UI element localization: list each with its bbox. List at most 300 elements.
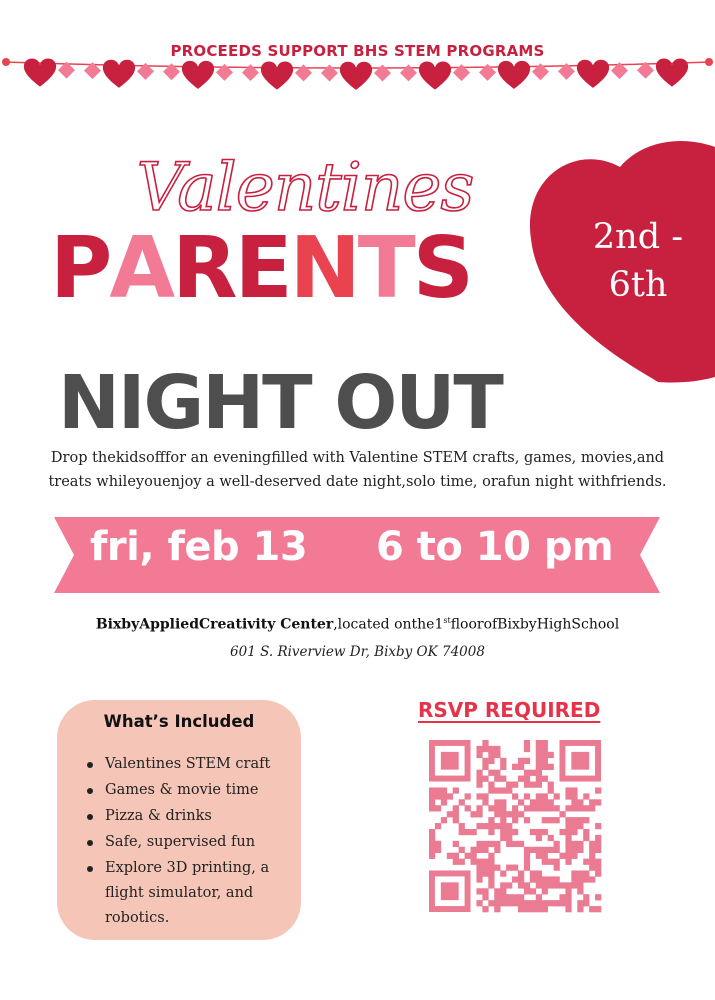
- qr-module: [524, 865, 530, 871]
- qr-module: [429, 799, 435, 805]
- qr-module: [583, 835, 589, 841]
- qr-module: [488, 882, 494, 888]
- qr-module: [500, 900, 506, 906]
- qr-module: [536, 894, 542, 900]
- qr-module: [476, 847, 482, 853]
- qr-module: [577, 900, 583, 906]
- included-list: [57, 752, 301, 932]
- qr-module: [441, 817, 447, 823]
- qr-module: [453, 859, 459, 865]
- qr-module: [441, 752, 459, 770]
- qr-module: [577, 847, 583, 853]
- qr-module: [554, 859, 560, 865]
- qr-module: [476, 776, 482, 782]
- qr-module: [530, 876, 536, 882]
- description-line-1: Drop thekidsofffor an eveningfilled with Valentine STEM crafts, games, movies,and: [50, 450, 665, 466]
- qr-module: [488, 865, 494, 871]
- venue-located-pre: ,located onthe1: [333, 616, 444, 633]
- qr-module: [548, 787, 554, 793]
- qr-module: [571, 799, 577, 805]
- qr-module: [429, 787, 435, 793]
- qr-module: [453, 853, 459, 859]
- included-item: Safe, supervised fun: [57, 830, 301, 855]
- qr-module: [476, 752, 482, 758]
- qr-module: [565, 853, 571, 859]
- qr-module: [559, 900, 565, 906]
- qr-module: [459, 829, 465, 835]
- qr-module: [542, 847, 548, 853]
- qr-module: [577, 817, 583, 823]
- qr-module: [429, 835, 435, 841]
- qr-module: [571, 817, 577, 823]
- qr-module: [530, 888, 536, 894]
- qr-module: [536, 793, 542, 799]
- qr-module: [524, 882, 530, 888]
- valentines-script-text: Valentines: [136, 149, 474, 226]
- qr-module: [435, 823, 441, 829]
- qr-module: [500, 805, 506, 811]
- venue-name: BixbyAppliedCreativity Center: [95, 616, 334, 633]
- qr-module: [500, 894, 506, 900]
- qr-module: [559, 894, 565, 900]
- qr-module: [554, 900, 560, 906]
- venue-superscript: st: [443, 616, 451, 625]
- qr-module: [583, 876, 589, 882]
- qr-module: [589, 799, 595, 805]
- qr-module: [506, 835, 512, 841]
- qr-module: [500, 764, 506, 770]
- qr-module: [494, 894, 500, 900]
- included-title: What’s Included: [103, 712, 255, 731]
- included-item: Pizza & drinks: [57, 804, 301, 829]
- qr-module: [471, 811, 477, 817]
- qr-module: [488, 829, 494, 835]
- qr-module: [494, 900, 500, 906]
- qr-module: [488, 900, 494, 906]
- qr-module: [595, 787, 601, 793]
- qr-module: [465, 853, 471, 859]
- qr-module: [488, 817, 494, 823]
- qr-module: [536, 853, 542, 859]
- qr-module: [482, 776, 488, 782]
- qr-module: [536, 876, 542, 882]
- qr-module: [536, 870, 542, 876]
- qr-module: [583, 900, 589, 906]
- qr-module: [435, 793, 441, 799]
- qr-module: [583, 805, 589, 811]
- qr-module: [571, 870, 577, 876]
- qr-module: [542, 805, 548, 811]
- qr-module: [518, 758, 524, 764]
- garland-heart: [261, 62, 293, 90]
- qr-module: [482, 906, 488, 912]
- qr-module: [554, 847, 560, 853]
- qr-module: [554, 841, 560, 847]
- qr-module: [536, 882, 542, 888]
- qr-module: [494, 805, 500, 811]
- qr-module: [559, 811, 565, 817]
- qr-module: [542, 882, 548, 888]
- qr-module: [500, 870, 506, 876]
- event-date: fri, feb 13: [90, 524, 308, 570]
- qr-module: [583, 859, 589, 865]
- proceeds-text: PROCEEDS SUPPORT BHS STEM PROGRAMS: [170, 42, 545, 60]
- qr-module: [536, 782, 542, 788]
- qr-module: [542, 752, 548, 758]
- qr-module: [530, 782, 536, 788]
- qr-module: [482, 764, 488, 770]
- qr-module: [565, 900, 571, 906]
- qr-module: [459, 799, 465, 805]
- qr-module: [476, 746, 482, 752]
- qr-module: [500, 888, 506, 894]
- qr-module: [524, 853, 530, 859]
- qr-module: [565, 793, 571, 799]
- qr-module: [476, 793, 482, 799]
- qr-module: [506, 841, 512, 847]
- qr-module: [512, 876, 518, 882]
- qr-module: [488, 752, 494, 758]
- qr-module: [488, 853, 494, 859]
- garland-heart: [419, 62, 451, 90]
- parents-letter-p: P: [50, 219, 110, 318]
- qr-module: [494, 746, 500, 752]
- qr-module: [518, 811, 524, 817]
- qr-module: [530, 906, 536, 912]
- venue-located-post: floorofBixbyHighSchool: [450, 616, 620, 633]
- qr-module: [488, 787, 494, 793]
- qr-module: [565, 894, 571, 900]
- qr-module: [482, 740, 488, 746]
- garland-diamond: [400, 64, 417, 81]
- qr-module: [459, 823, 465, 829]
- qr-module: [542, 888, 548, 894]
- qr-module: [435, 787, 441, 793]
- qr-module: [453, 841, 459, 847]
- qr-module: [565, 787, 571, 793]
- qr-module: [512, 793, 518, 799]
- qr-module: [589, 865, 595, 871]
- qr-module: [559, 882, 565, 888]
- qr-module: [488, 823, 494, 829]
- qr-module: [536, 829, 542, 835]
- qr-module: [577, 876, 583, 882]
- qr-module: [542, 906, 548, 912]
- qr-module: [536, 900, 542, 906]
- qr-module: [548, 900, 554, 906]
- qr-module: [565, 859, 571, 865]
- qr-module: [536, 805, 542, 811]
- qr-module: [542, 764, 548, 770]
- qr-module: [548, 752, 554, 758]
- qr-module: [524, 793, 530, 799]
- qr-module: [542, 776, 548, 782]
- qr-module: [524, 746, 530, 752]
- qr-module: [488, 758, 494, 764]
- qr-module: [476, 900, 482, 906]
- qr-module: [595, 859, 601, 865]
- qr-module: [494, 847, 500, 853]
- qr-module: [524, 740, 530, 746]
- qr-module: [512, 865, 518, 871]
- qr-module: [476, 805, 482, 811]
- qr-module: [488, 770, 494, 776]
- qr-module: [583, 870, 589, 876]
- qr-module: [500, 758, 506, 764]
- event-time: 6 to 10 pm: [376, 524, 614, 570]
- included-item: Games & movie time: [57, 778, 301, 803]
- qr-module: [548, 782, 554, 788]
- qr-module: [524, 770, 530, 776]
- qr-module: [518, 841, 524, 847]
- qr-module: [524, 888, 530, 894]
- qr-module: [536, 764, 542, 770]
- qr-module: [542, 793, 548, 799]
- qr-module: [500, 835, 506, 841]
- qr-module: [589, 805, 595, 811]
- qr-module: [518, 906, 524, 912]
- rsvp-required-label: RSVP REQUIRED: [418, 698, 601, 722]
- qr-module: [571, 823, 577, 829]
- qr-module: [482, 793, 488, 799]
- qr-module: [518, 882, 524, 888]
- qr-module: [506, 782, 512, 788]
- qr-module: [447, 793, 453, 799]
- qr-module: [476, 841, 482, 847]
- qr-module: [554, 882, 560, 888]
- qr-module: [542, 853, 548, 859]
- qr-module: [482, 859, 488, 865]
- qr-module: [453, 811, 459, 817]
- qr-module: [500, 811, 506, 817]
- qr-module: [506, 865, 512, 871]
- qr-module: [595, 823, 601, 829]
- qr-module: [512, 782, 518, 788]
- qr-module: [429, 847, 435, 853]
- qr-module: [429, 805, 435, 811]
- qr-module: [565, 841, 571, 847]
- qr-module: [441, 799, 447, 805]
- qr-module: [565, 906, 571, 912]
- grade-line-1: 2nd -: [592, 217, 684, 257]
- qr-module: [589, 906, 595, 912]
- qr-module: [518, 900, 524, 906]
- qr-module: [595, 835, 601, 841]
- qr-module: [577, 870, 583, 876]
- qr-module: [459, 859, 465, 865]
- qr-module: [542, 900, 548, 906]
- qr-module: [435, 841, 441, 847]
- qr-module: [559, 829, 565, 835]
- qr-module: [494, 823, 500, 829]
- qr-module: [441, 793, 447, 799]
- garland-diamond: [321, 64, 338, 81]
- qr-module: [471, 853, 477, 859]
- description: [0, 446, 715, 494]
- qr-module: [577, 805, 583, 811]
- qr-module: [482, 847, 488, 853]
- qr-module: [524, 758, 530, 764]
- qr-module: [565, 805, 571, 811]
- qr-module: [524, 782, 530, 788]
- qr-module: [488, 841, 494, 847]
- qr-module: [554, 876, 560, 882]
- qr-module: [476, 870, 482, 876]
- qr-module: [571, 787, 577, 793]
- qr-module: [571, 876, 577, 882]
- qr-module: [471, 847, 477, 853]
- qr-module: [542, 859, 548, 865]
- qr-module: [589, 847, 595, 853]
- qr-module: [583, 817, 589, 823]
- qr-module: [435, 805, 441, 811]
- qr-module: [536, 776, 542, 782]
- parents-letter-r: R: [172, 219, 235, 318]
- qr-module: [542, 876, 548, 882]
- qr-module: [512, 894, 518, 900]
- garland-heart: [182, 61, 214, 89]
- qr-module: [500, 776, 506, 782]
- qr-module: [595, 799, 601, 805]
- qr-module: [512, 805, 518, 811]
- qr-module: [482, 841, 488, 847]
- qr-module: [512, 841, 518, 847]
- qr-module: [571, 841, 577, 847]
- qr-module: [548, 882, 554, 888]
- qr-module: [595, 870, 601, 876]
- grade-badge: [568, 213, 708, 309]
- qr-module: [476, 823, 482, 829]
- qr-module: [589, 853, 595, 859]
- qr-module: [482, 870, 488, 876]
- qr-module: [565, 823, 571, 829]
- garland-heart: [103, 60, 135, 88]
- qr-module: [583, 829, 589, 835]
- qr-module: [518, 894, 524, 900]
- qr-module: [536, 906, 542, 912]
- qr-module: [488, 746, 494, 752]
- qr-module: [595, 906, 601, 912]
- qr-module: [530, 870, 536, 876]
- qr-module: [536, 847, 542, 853]
- qr-module: [471, 829, 477, 835]
- qr-module: [482, 799, 488, 805]
- qr-module: [548, 847, 554, 853]
- qr-module: [589, 876, 595, 882]
- qr-module: [524, 906, 530, 912]
- garland-heart: [340, 62, 372, 90]
- qr-module: [530, 829, 536, 835]
- qr-module: [482, 888, 488, 894]
- qr-module: [482, 865, 488, 871]
- qr-module: [548, 859, 554, 865]
- qr-module: [482, 746, 488, 752]
- qr-module: [494, 811, 500, 817]
- qr-module: [583, 894, 589, 900]
- qr-module: [577, 841, 583, 847]
- qr-module: [506, 894, 512, 900]
- qr-module: [571, 853, 577, 859]
- qr-module: [595, 894, 601, 900]
- qr-module: [577, 888, 583, 894]
- qr-module: [512, 900, 518, 906]
- venue-line: [0, 616, 715, 633]
- qr-module: [518, 876, 524, 882]
- qr-module: [554, 865, 560, 871]
- qr-module: [494, 787, 500, 793]
- qr-module: [595, 841, 601, 847]
- qr-module: [542, 758, 548, 764]
- qr-module: [506, 829, 512, 835]
- parents-letter-e: E: [234, 219, 290, 318]
- qr-module: [459, 847, 465, 853]
- qr-module: [435, 847, 441, 853]
- qr-module: [518, 799, 524, 805]
- qr-module: [506, 900, 512, 906]
- included-item: Valentines STEM craft: [57, 752, 301, 777]
- qr-module: [453, 787, 459, 793]
- garland-diamond: [374, 64, 391, 81]
- qr-module: [542, 746, 548, 752]
- qr-code-icon[interactable]: [429, 740, 601, 912]
- qr-module: [476, 782, 482, 788]
- qr-module: [488, 782, 494, 788]
- qr-module: [559, 853, 565, 859]
- qr-module: [453, 817, 459, 823]
- garland-heart: [577, 60, 609, 88]
- qr-module: [488, 870, 494, 876]
- qr-module: [595, 865, 601, 871]
- parents-letter-t: T: [357, 219, 413, 318]
- qr-module: [441, 882, 459, 900]
- qr-module: [524, 817, 530, 823]
- qr-module: [536, 740, 542, 746]
- qr-module: [506, 787, 512, 793]
- qr-module: [471, 859, 477, 865]
- qr-module: [500, 799, 506, 805]
- garland-diamond: [242, 64, 259, 81]
- qr-module: [536, 835, 542, 841]
- qr-module: [565, 847, 571, 853]
- qr-module: [441, 787, 447, 793]
- qr-module: [476, 876, 482, 882]
- qr-module: [453, 805, 459, 811]
- qr-module: [571, 847, 577, 853]
- qr-module: [465, 793, 471, 799]
- venue-address: 601 S. Riverview Dr, Bixby OK 74008: [230, 644, 485, 660]
- qr-module: [542, 799, 548, 805]
- qr-module: [577, 799, 583, 805]
- qr-module: [548, 817, 554, 823]
- parents-letter-s: S: [412, 219, 471, 318]
- qr-module: [548, 835, 554, 841]
- qr-module: [500, 829, 506, 835]
- qr-module: [548, 764, 554, 770]
- qr-module: [542, 829, 548, 835]
- qr-module: [429, 829, 435, 835]
- qr-module: [536, 799, 542, 805]
- qr-module: [488, 876, 494, 882]
- qr-module: [465, 805, 471, 811]
- qr-module: [589, 841, 595, 847]
- qr-module: [577, 823, 583, 829]
- qr-module: [536, 752, 542, 758]
- qr-module: [494, 841, 500, 847]
- qr-module: [524, 900, 530, 906]
- qr-module: [577, 906, 583, 912]
- qr-module: [571, 882, 577, 888]
- qr-module: [548, 799, 554, 805]
